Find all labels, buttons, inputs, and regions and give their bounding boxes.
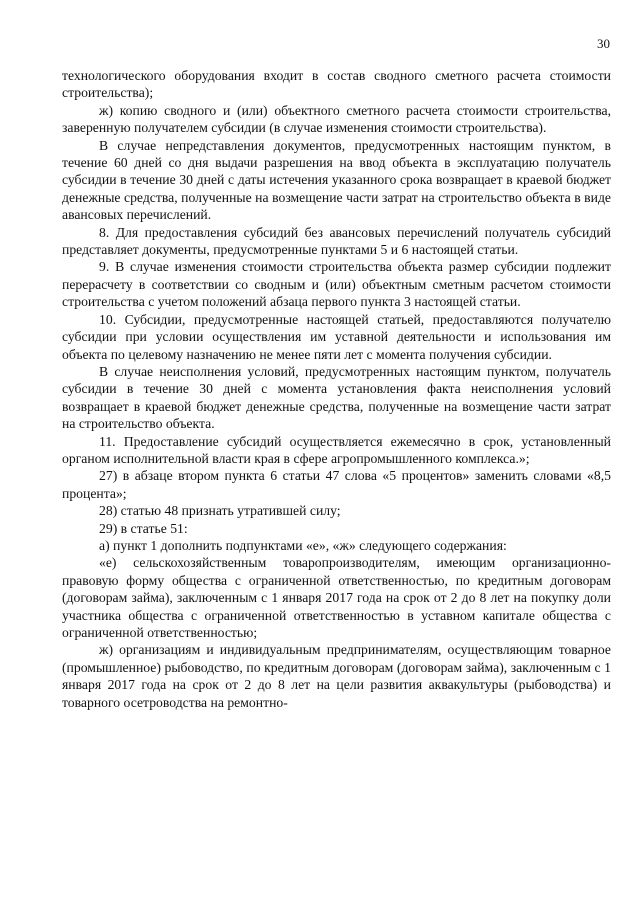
paragraph: 28) статью 48 признать утратившей силу; — [99, 503, 341, 519]
paragraph: В случае непредставления документов, предусмотренных настоящим пунктом, в течение 60 дней со дня выдачи разрешения на ввод объекта в эксплуатацию получатель субсидии в течение 30 дней с даты истечения указанного срока возвращает в краевой бюджет денежные средства, полученные на возмещение части затрат на строительство объекта в виде авансовых перечислений. — [62, 137, 611, 223]
paragraph: 8. Для предоставления субсидий без авансовых перечислений получатель субсидий представляет документы, предусмотренные пунктами 5 и 6 настоящей статьи. — [62, 224, 611, 258]
paragraph: технологического оборудования входит в состав сводного сметного расчета стоимости строительства); — [62, 68, 611, 101]
paragraph: 9. В случае изменения стоимости строительства объекта размер субсидии подлежит перерасчету в соответствии со сводным и (или) объектным сметным расчетом стоимости строительства с учетом положений абзаца первого пункта 3 настоящей статьи. — [62, 259, 611, 310]
paragraph: 27) в абзаце втором пункта 6 статьи 47 слова «5 процентов» заменить словами «8,5 процента»; — [62, 468, 611, 501]
paragraph: ж) организациям и индивидуальным предпринимателям, осуществляющим товарное (промышленное) рыбоводство, по кредитным договорам (договорам займа), заключенным с 1 января 2017 года на срок от 2 до 8 лет на цели развития аквакультуры (рыбоводства) и товарного осетроводства на ремонтно- — [62, 642, 611, 710]
paragraph: ж) копию сводного и (или) объектного сметного расчета стоимости строительства, заверенную получателем субсидии (в случае изменения стоимости строительства). — [62, 102, 611, 136]
paragraph: «е) сельскохозяйственным товаропроизводителям, имеющим организационно-правовую форму общества с ограниченной ответственностью, по кредитным договорам (договорам займа), заключенным с 1 января 2017 года на срок от 2 до 8 лет на покупку доли участника общества с ограниченной ответственностью в уставном капитале общества с ограниченной ответственностью; — [62, 555, 611, 640]
paragraph: а) пункт 1 дополнить подпунктами «е», «ж» следующего содержания: — [99, 537, 507, 553]
page-number: 30 — [597, 36, 610, 51]
paragraph: В случае неисполнения условий, предусмотренных настоящим пунктом, получатель субсидии в течение 30 дней с момента установления факта неисполнения условий возвращает в краевой бюджет денежные средства, полученные на возмещение части затрат на строительство объекта. — [62, 363, 611, 432]
paragraph: 11. Предоставление субсидий осуществляется ежемесячно в срок, установленный органом исполнительной власти края в сфере агропромышленного комплекса.»; — [62, 433, 611, 466]
paragraph: 29) в статье 51: — [99, 520, 188, 536]
document-body — [62, 67, 611, 711]
paragraph: 10. Субсидии, предусмотренные настоящей статьей, предоставляются получателю субсидии при условии осуществления им уставной деятельности и использования им объекта по целевому назначению не менее пяти лет с момента получения субсидии. — [62, 311, 611, 362]
